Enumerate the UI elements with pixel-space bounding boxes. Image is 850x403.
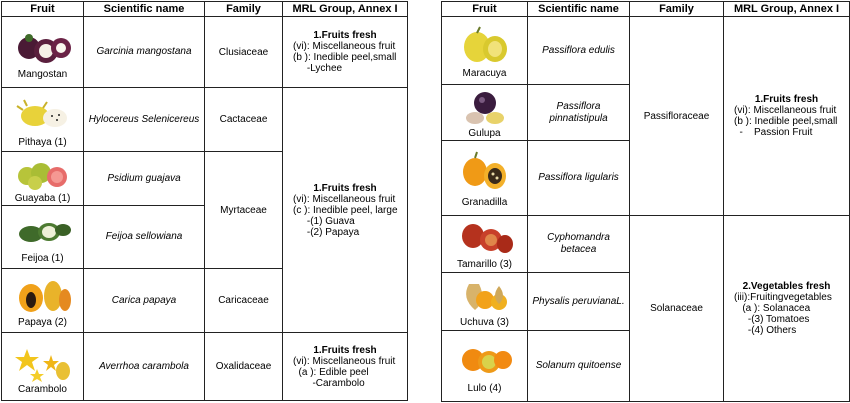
fruit-table-left [1, 1, 408, 401]
mrl-title: 1.Fruits fresh [313, 344, 377, 356]
family-name: Caricaceae [205, 269, 283, 333]
header-family: Family [630, 2, 724, 17]
table-row [442, 17, 850, 85]
fruit-cell [442, 331, 528, 402]
fruit-name: Pithaya (1) [18, 136, 67, 148]
fruit-name: Granadilla [461, 197, 508, 208]
mrl-line: -(2) Papaya [293, 226, 360, 238]
fruit-name: Lulo (4) [467, 383, 502, 394]
mrl-line: -(1) Guava [293, 215, 355, 227]
mrl-line: (a ): Edible peel [293, 366, 369, 378]
fruit-cell [442, 216, 528, 273]
gulupa-icon [455, 89, 515, 127]
header-row [442, 2, 850, 17]
mrl-group-carambolo [283, 333, 408, 401]
guava-icon [13, 156, 73, 192]
papaya-icon [13, 276, 73, 316]
mrl-title: 1.Fruits fresh [313, 30, 377, 41]
fruit-name: Maracuya [462, 67, 507, 79]
scientific-name: Carica papaya [84, 269, 205, 333]
header-fruit: Fruit [2, 2, 84, 17]
family-name: Oxalidaceae [205, 333, 283, 401]
fruit-cell [442, 85, 528, 141]
scientific-name: Averrhoa carambola [84, 333, 205, 401]
feijoa-icon [13, 212, 73, 252]
table-row [2, 333, 408, 401]
granadilla-icon [455, 150, 515, 196]
scientific-name: Cyphomandra betacea [528, 216, 630, 273]
mrl-title: 2.Vegetables fresh [742, 281, 831, 292]
mrl-line: (c ): Inedible peel, large [293, 204, 398, 216]
scientific-name: Feijoa sellowiana [84, 206, 205, 269]
tamarillo-icon [455, 220, 515, 258]
family-name: Solanaceae [630, 216, 724, 402]
mrl-group-passion-fruit [724, 17, 850, 216]
header-fruit: Fruit [442, 2, 528, 17]
fruit-cell [2, 152, 84, 206]
mrl-line: (b ): Inedible peel,small [293, 52, 397, 63]
fruit-name: Guayaba (1) [14, 192, 71, 204]
mrl-line: (iii):Fruitingvegetables [734, 292, 832, 303]
fruit-cell [442, 17, 528, 85]
fruit-cell [2, 333, 84, 401]
scientific-name: Passiflora ligularis [528, 141, 630, 216]
fruit-name: Tamarillo (3) [456, 259, 512, 270]
scientific-name: Physalis peruvianaL. [528, 273, 630, 331]
mrl-line: -Lychee [293, 63, 343, 74]
fruit-name: Feijoa (1) [21, 253, 64, 264]
fruit-name: Uchuva (3) [460, 316, 509, 328]
pitaya-icon [13, 94, 73, 136]
family-name: Clusiaceae [205, 17, 283, 88]
lulo-icon [455, 340, 515, 382]
fruit-name: Gulupa [468, 127, 501, 139]
scientific-name: Passiflora edulis [528, 17, 630, 85]
scientific-name: Psidium guajava [84, 152, 205, 206]
fruit-table-right [441, 1, 850, 402]
mrl-line: - Passion Fruit [734, 127, 813, 138]
mangosteen-icon [13, 26, 73, 68]
fruit-cell [442, 141, 528, 216]
mrl-title: 1.Fruits fresh [313, 182, 377, 194]
family-name: Cactaceae [205, 88, 283, 152]
fruit-cell [2, 269, 84, 333]
fruit-cell [442, 273, 528, 331]
mrl-line: (vi): Miscellaneous fruit [734, 105, 837, 116]
header-scientific-name: Scientific name [528, 2, 630, 17]
mrl-group-solanacea [724, 216, 850, 402]
header-scientific-name: Scientific name [84, 2, 205, 17]
mrl-title: 1.Fruits fresh [754, 94, 819, 105]
mrl-group-lychee [283, 17, 408, 88]
table-row [2, 17, 408, 88]
fruit-cell [2, 17, 84, 88]
header-row [2, 2, 408, 17]
mrl-line: -(4) Others [734, 325, 797, 336]
header-mrl-group: MRL Group, Annex I [724, 2, 850, 17]
mrl-line: (b ): Inedible peel,small [734, 116, 838, 127]
scientific-name: Passiflora pinnatistipula [528, 85, 630, 141]
fruit-name: Mangostan [17, 69, 68, 80]
uchuva-icon [455, 278, 515, 316]
scientific-name: Garcinia mangostana [84, 17, 205, 88]
mrl-line: (vi): Miscellaneous fruit [293, 355, 396, 367]
fruit-cell [2, 206, 84, 269]
fruit-name: Papaya (2) [18, 316, 67, 328]
mrl-line: (vi): Miscellaneous fruit [293, 41, 396, 52]
table-row [442, 216, 850, 273]
header-mrl-group: MRL Group, Annex I [283, 2, 408, 17]
mrl-line: -Carambolo [293, 377, 365, 389]
family-name: Myrtaceae [205, 152, 283, 269]
mrl-line: (vi): Miscellaneous fruit [293, 193, 396, 205]
mrl-line: -(3) Tomatoes [734, 314, 810, 325]
family-name: Passifloraceae [630, 17, 724, 216]
maracuya-icon [455, 25, 515, 67]
table-row [2, 88, 408, 152]
scientific-name: Solanum quitoense [528, 331, 630, 402]
scientific-name: Hylocereus Selenicereus [84, 88, 205, 152]
mrl-line: (a ): Solanacea [734, 303, 811, 314]
mrl-group-guava-papaya [283, 88, 408, 333]
header-family: Family [205, 2, 283, 17]
carambola-icon [13, 341, 73, 383]
fruit-cell [2, 88, 84, 152]
fruit-name: Carambolo [18, 383, 67, 395]
